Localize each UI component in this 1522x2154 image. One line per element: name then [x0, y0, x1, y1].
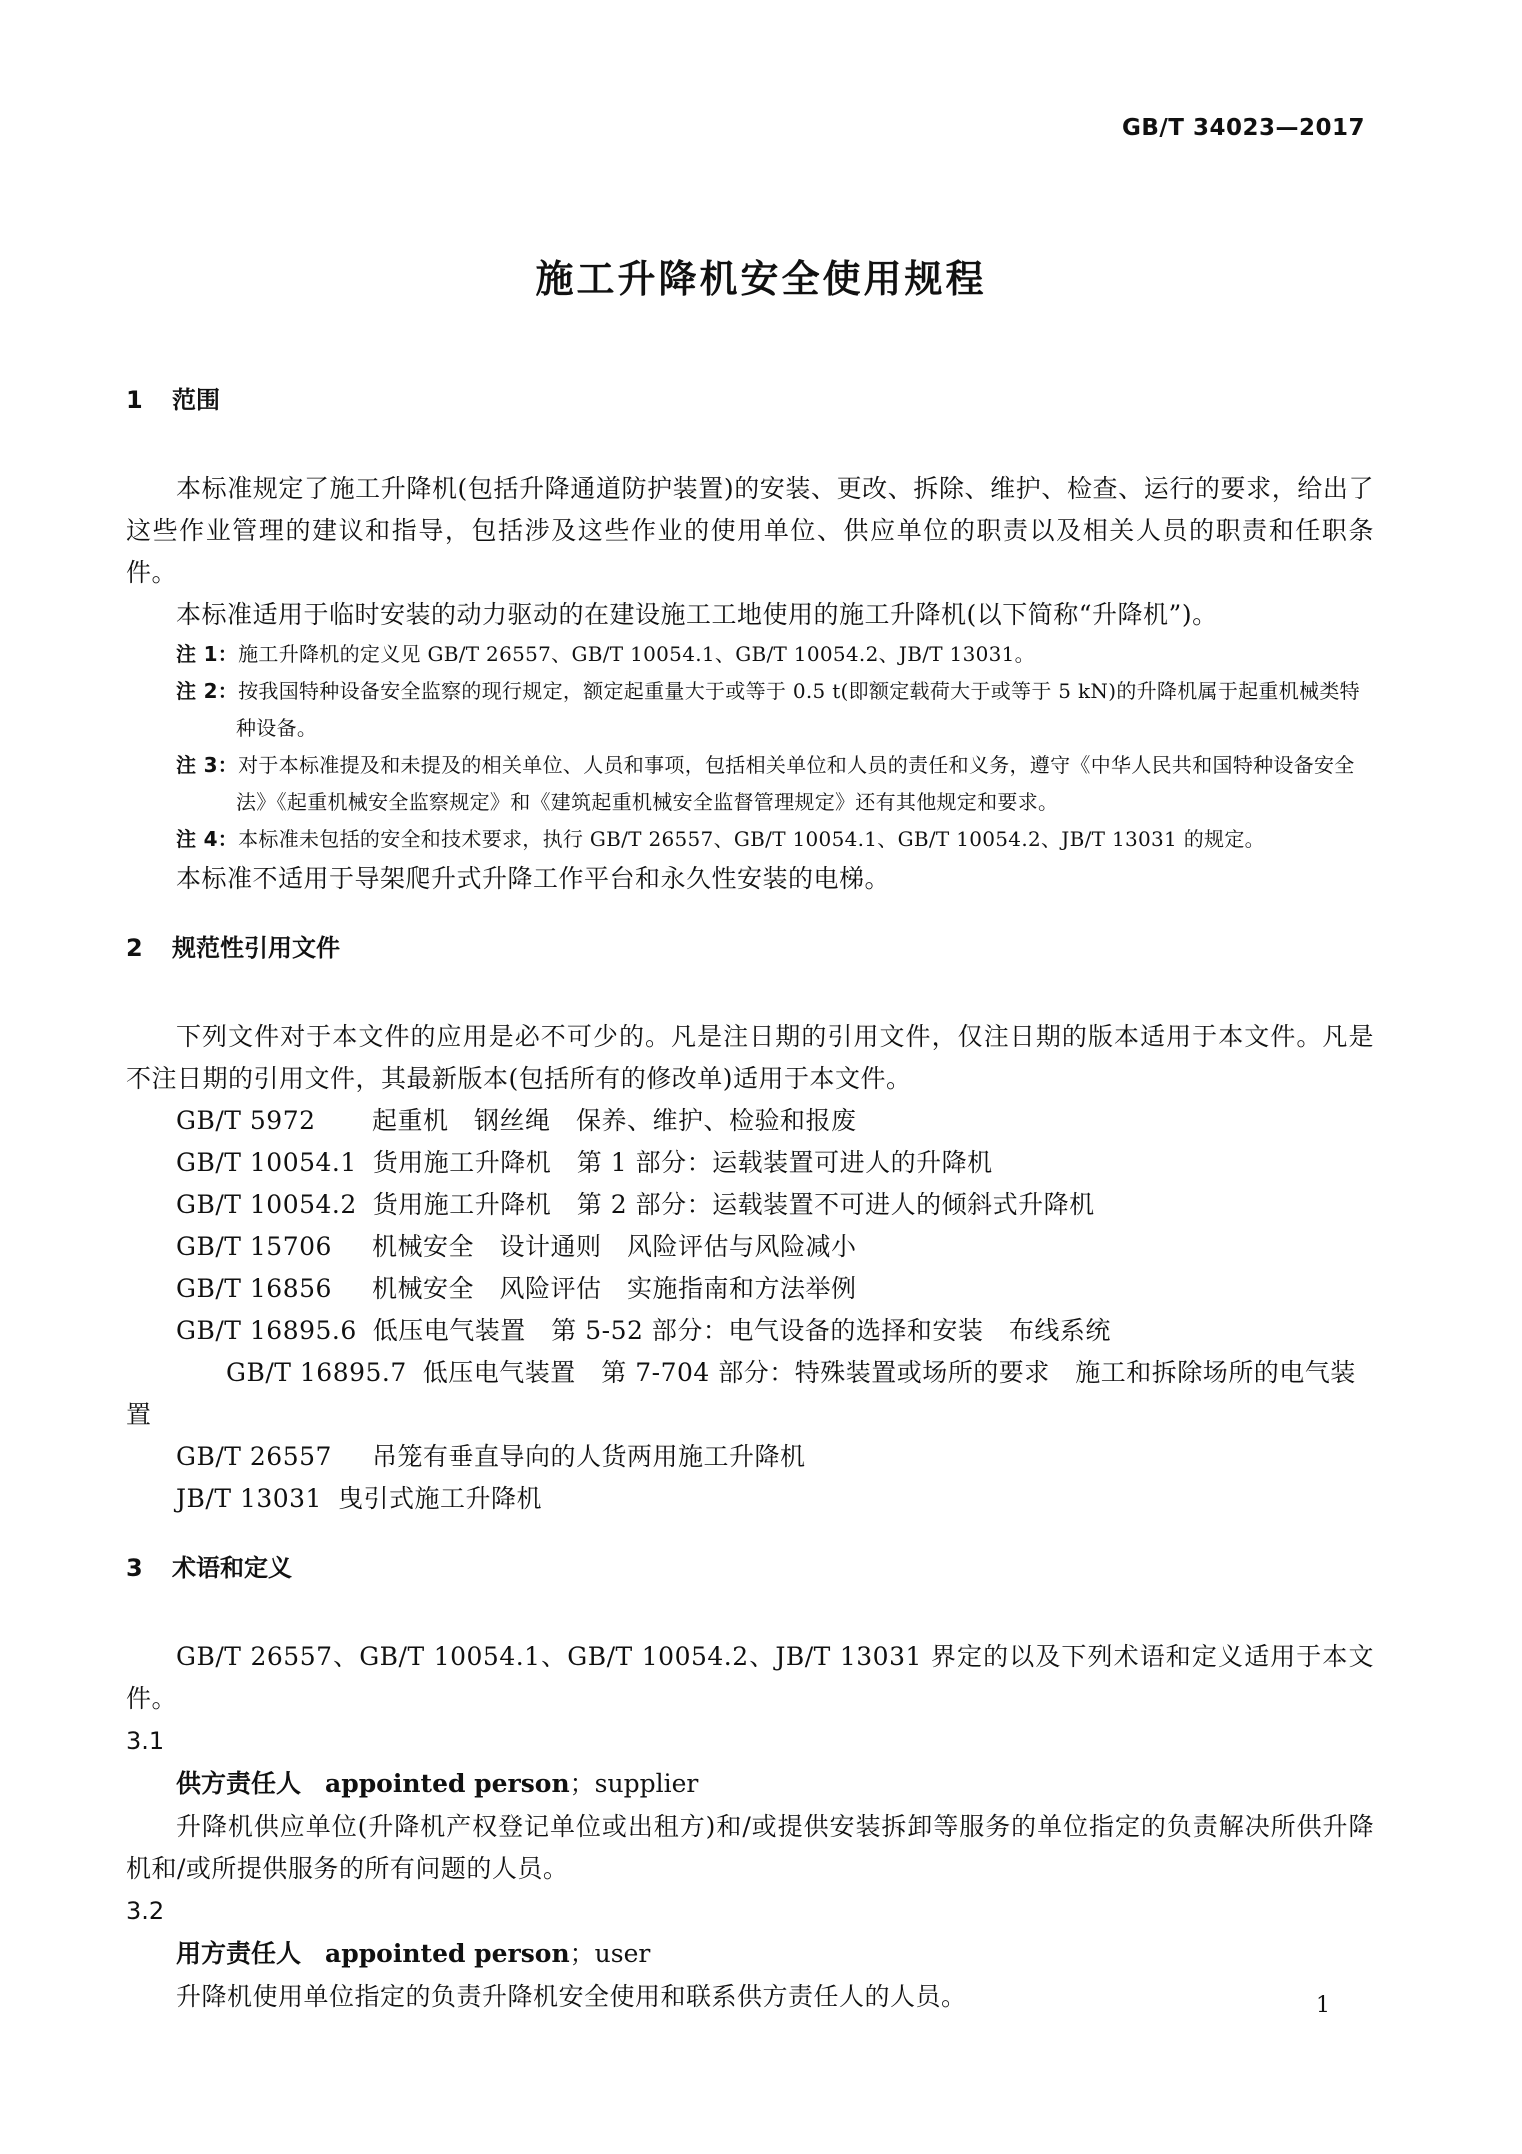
- reference-item: GB/T 16895.7 低压电气装置 第 7-704 部分：特殊装置或场所的要求 施工和拆除场所的电气装置: [126, 1358, 1356, 1429]
- term-heading: 供方责任人 appointed person；supplier: [176, 1769, 699, 1798]
- terms-intro: GB/T 26557、GB/T 10054.1、GB/T 10054.2、JB/T 13031 界定的以及下列术语和定义适用于本文件。: [126, 1642, 1374, 1713]
- section-heading-scope: 1 范围: [126, 386, 220, 414]
- note-3: 注 3：对于本标准提及和未提及的相关单位、人员和事项，包括相关单位和人员的责任和义务，遵守《中华人民共和国特种设备安全法》《起重机械安全监察规定》和《建筑起重机械安全监督管理规定》还有其他规定和要求。: [176, 753, 1355, 814]
- page-number: 1: [1316, 1993, 1330, 2018]
- reference-item: GB/T 5972 起重机 钢丝绳 保养、维护、检验和报废: [176, 1106, 857, 1135]
- reference-item: GB/T 26557 吊笼有垂直导向的人货两用施工升降机: [176, 1442, 806, 1471]
- term-heading: 用方责任人 appointed person；user: [176, 1939, 651, 1968]
- section-heading-terms: 3 术语和定义: [126, 1554, 292, 1582]
- section-heading-normative-references: 2 规范性引用文件: [126, 934, 340, 962]
- reference-item: GB/T 10054.2 货用施工升降机 第 2 部分：运载装置不可进人的倾斜式升降机: [176, 1190, 1095, 1219]
- term-number: 3.2: [126, 1897, 165, 1925]
- document-body: [126, 380, 1374, 2018]
- references-intro: 下列文件对于本文件的应用是必不可少的。凡是注日期的引用文件，仅注日期的版本适用于本文件。凡是不注日期的引用文件，其最新版本(包括所有的修改单)适用于本文件。: [126, 1022, 1374, 1093]
- term-definition: 升降机供应单位(升降机产权登记单位或出租方)和/或提供安装拆卸等服务的单位指定的负责解决所供升降机和/或所提供服务的所有问题的人员。: [126, 1812, 1374, 1883]
- document-title: 施工升降机安全使用规程: [535, 257, 987, 301]
- reference-item: GB/T 16856 机械安全 风险评估 实施指南和方法举例: [176, 1274, 857, 1303]
- scope-paragraph-3: 本标准不适用于导架爬升式升降工作平台和永久性安装的电梯。: [176, 864, 891, 893]
- reference-item: GB/T 15706 机械安全 设计通则 风险评估与风险减小: [176, 1232, 857, 1261]
- reference-item: GB/T 16895.6 低压电气装置 第 5-52 部分：电气设备的选择和安装 布线系统: [176, 1316, 1111, 1345]
- scope-paragraph-1: 本标准规定了施工升降机(包括升降通道防护装置)的安装、更改、拆除、维护、检查、运行的要求，给出了这些作业管理的建议和指导，包括涉及这些作业的使用单位、供应单位的职责以及相关人员的职责和任职条件。: [126, 474, 1374, 587]
- note-4: 注 4：本标准未包括的安全和技术要求，执行 GB/T 26557、GB/T 10054.1、GB/T 10054.2、JB/T 13031 的规定。: [176, 827, 1265, 851]
- note-2: 注 2：按我国特种设备安全监察的现行规定，额定起重量大于或等于 0.5 t(即额定载荷大于或等于 5 kN)的升降机属于起重机械类特种设备。: [176, 679, 1360, 740]
- note-1: 注 1：施工升降机的定义见 GB/T 26557、GB/T 10054.1、GB/T 10054.2、JB/T 13031。: [176, 642, 1035, 666]
- standard-code: GB/T 34023—2017: [1121, 115, 1365, 141]
- term-definition: 升降机使用单位指定的负责升降机安全使用和联系供方责任人的人员。: [176, 1982, 967, 2011]
- scope-paragraph-2: 本标准适用于临时安装的动力驱动的在建设施工工地使用的施工升降机(以下简称“升降机”)。: [176, 600, 1218, 629]
- term-number: 3.1: [126, 1727, 165, 1755]
- reference-item: GB/T 10054.1 货用施工升降机 第 1 部分：运载装置可进人的升降机: [176, 1148, 993, 1177]
- reference-item: JB/T 13031 曳引式施工升降机: [176, 1484, 542, 1513]
